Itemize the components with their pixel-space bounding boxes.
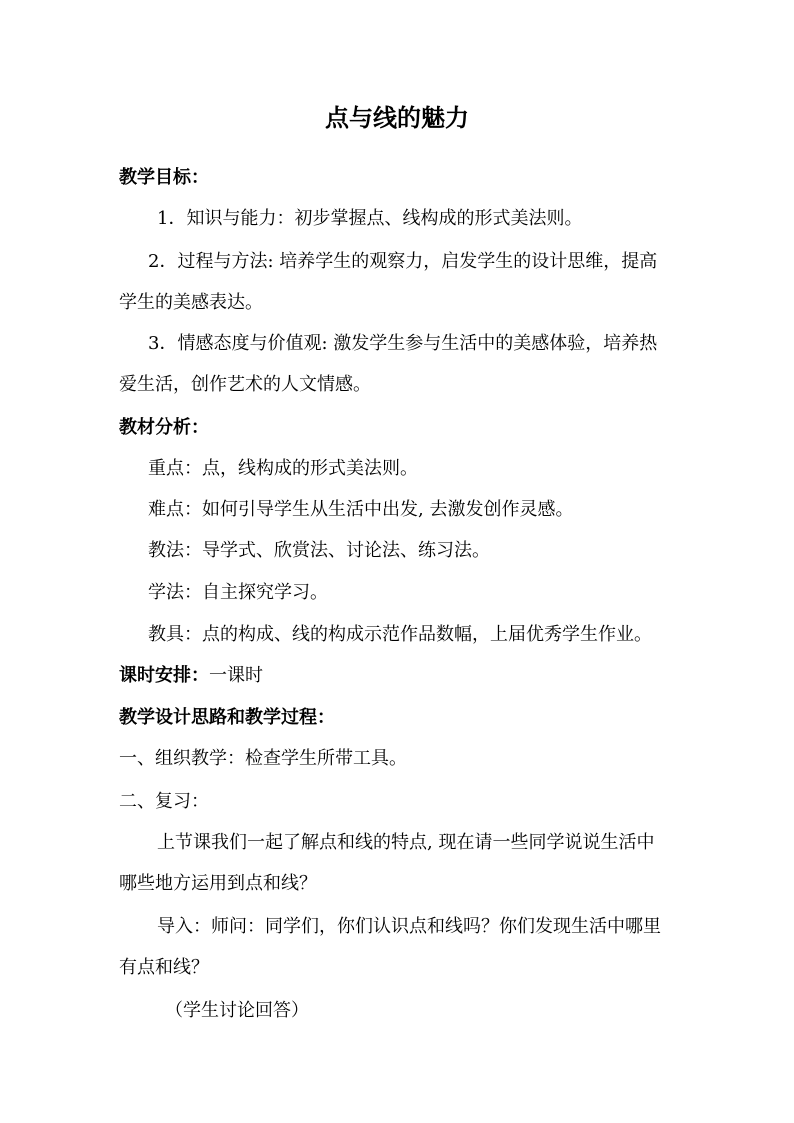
schedule-heading: 课时安排：: [119, 665, 209, 686]
objective-item-3-line-2: 爱生活，创作艺术的人文情感。: [119, 374, 371, 395]
schedule-value: 一课时: [209, 665, 263, 686]
key-point: 重点：点，线构成的形式美法则。: [148, 458, 418, 479]
teaching-method: 教法：导学式、欣赏法、讨论法、练习法。: [148, 540, 490, 561]
intro-line-2: 有点和线？: [119, 957, 209, 978]
objective-item-1: 1．知识与能力：初步掌握点、线构成的形式美法则。: [157, 208, 583, 229]
objective-item-2-line-1: 2．过程与方法: 培养学生的观察力，启发学生的设计思维，提高: [148, 251, 658, 272]
learning-method: 学法：自主探究学习。: [148, 582, 328, 603]
teaching-tools: 教具：点的构成、线的构成示范作品数幅，上届优秀学生作业。: [148, 624, 652, 645]
analysis-heading: 教材分析：: [119, 417, 209, 438]
document-title: 点与线的魅力: [325, 103, 469, 132]
difficulty: 难点：如何引导学生从生活中出发, 去激发创作灵感。: [148, 499, 574, 520]
process-step-1: 一、组织教学：检查学生所带工具。: [119, 748, 407, 769]
intro-line-1: 导入：师问：同学们，你们认识点和线吗？你们发现生活中哪里: [157, 916, 661, 937]
student-discussion-note: （学生讨论回答）: [165, 1000, 309, 1021]
review-line-2: 哪些地方运用到点和线？: [119, 873, 317, 894]
objectives-heading: 教学目标：: [119, 167, 209, 188]
objective-item-2-line-2: 学生的美感表达。: [119, 292, 263, 313]
process-heading: 教学设计思路和教学过程：: [119, 707, 335, 728]
review-line-1: 上节课我们一起了解点和线的特点, 现在请一些同学说说生活中: [157, 832, 655, 853]
schedule-line: [119, 663, 263, 689]
objective-item-3-line-1: 3．情感态度与价值观: 激发学生参与生活中的美感体验，培养热: [148, 333, 658, 354]
process-step-2: 二、复习：: [119, 791, 209, 812]
